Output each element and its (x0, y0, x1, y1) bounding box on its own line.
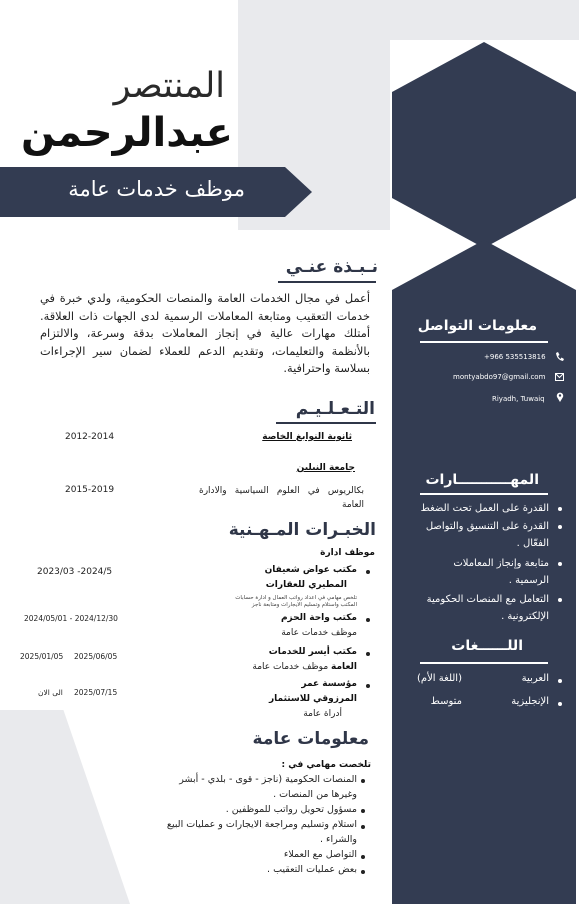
experience-date-4-to: الى الان (38, 688, 63, 697)
experience-note-1b: المكتب واستلام وتسليم الايجارات ومتابعة ناجز (251, 602, 357, 608)
about-underline (278, 281, 376, 283)
education-school-1: ثانوية النوابغ الخاصة (262, 432, 352, 442)
general-item-3: استلام وتسليم ومراجعة الايجارات و عمليات البيع (166, 819, 357, 830)
general-bullet-3 (361, 825, 365, 829)
general-bullet-2 (361, 809, 365, 813)
languages-underline (420, 662, 548, 664)
last-name: عبدالرحمن (20, 110, 233, 156)
general-item-3-cont: والشراء . (320, 834, 357, 845)
experience-subtitle: موظف ادارة (320, 548, 375, 558)
general-item-4: التواصل مع العملاء (283, 849, 357, 860)
experience-date-1: 2023/03 -2024/5 (37, 567, 113, 577)
general-intro: تلخصت مهامي في : (281, 760, 371, 770)
education-degree-2: بكالريوس في العلوم السياسية والادارة العامة (199, 486, 364, 510)
languages-title: اللــــــغات (451, 638, 523, 654)
education-date-2: 2015-2019 (65, 485, 115, 495)
experience-role-3: موظف خدمات عامة (252, 662, 329, 672)
location-pin-icon (556, 392, 564, 402)
hexagon-top (392, 42, 576, 248)
general-item-1-cont: وغيرها من المنصات . (273, 789, 357, 800)
experience-company-1a: مكتب عواض شعيفان (264, 565, 357, 575)
experience-title: الخبـرات المـهـنية (228, 520, 376, 540)
contact-underline (420, 341, 548, 343)
mail-icon (555, 373, 564, 381)
experience-company-1b: المطيري للعقارات (265, 580, 347, 590)
contact-location: Riyadh, Tuwaiq (492, 395, 545, 403)
experience-date-3-from: 2025/01/05 (20, 652, 64, 661)
education-underline (276, 422, 376, 424)
general-bullet-5 (361, 870, 365, 874)
experience-company-4b: المرزوقي للاستثمار (268, 694, 357, 704)
education-school-2: جامعة النيلين (296, 463, 355, 473)
contact-phone: +966 535513816 (484, 353, 546, 361)
experience-role-3-line (252, 662, 357, 672)
skill-bullet-1 (558, 507, 562, 511)
language-name-1: العربية (521, 673, 549, 684)
about-text: أعمل في مجال الخدمات العامة والمنصات الحكومية، ولدي خبرة في خدمات التعقيب ومتابعة المعاملات الرسمية لدى الجهات ذات العلاقة. أمتلك مهارات عالية في إنجاز المعاملات بدقة وسرعة، والالتزام بالأنظمة والتعليمات، وتقديم الدعم للعملاء لضمان سير الإجراءات بسلاسة واحترافية. (40, 291, 370, 375)
general-item-5: بعض عمليات التعقيب . (267, 864, 357, 875)
skill-item-4: التعامل مع المنصات الحكومية الإلكترونية . (426, 594, 549, 622)
language-bullet-2 (558, 702, 562, 706)
education-date-1: 2012-2014 (65, 432, 115, 442)
skill-bullet-2 (558, 525, 562, 529)
language-level-2: متوسط (430, 696, 462, 707)
language-bullet-1 (558, 679, 562, 683)
contact-title: معلومات التواصل (417, 318, 537, 334)
experience-role-4: أدراة عامة (303, 709, 342, 719)
skill-item-3: متابعة وإنجاز المعاملات الرسمية . (453, 558, 549, 586)
language-level-1: (اللغة الأم) (417, 673, 462, 684)
experience-bullet-2 (366, 618, 370, 622)
contact-email: montyabdo97@gmail.com (453, 373, 546, 381)
experience-company-4a: مؤسسة عمر (301, 679, 357, 689)
skill-item-1: القدرة على العمل تحت الضغط (420, 503, 549, 514)
general-item-2: مسؤول تحويل رواتب للموظفين . (225, 804, 357, 815)
experience-company-3b: العامة (331, 662, 357, 672)
general-bullet-1 (361, 779, 365, 783)
job-title: موظف خدمات عامة (68, 177, 245, 201)
skill-bullet-3 (558, 562, 562, 566)
general-title: معلومات عامة (252, 729, 369, 749)
experience-role-2: موظف خدمات عامة (281, 628, 357, 638)
experience-company-3a: مكتب أيسر للخدمات (268, 647, 357, 657)
experience-bullet-4 (366, 684, 370, 688)
experience-date-4-from: 2025/07/15 (74, 688, 118, 697)
first-name: المنتصر (113, 66, 225, 106)
about-title: نـبـذة عنـي (285, 257, 378, 277)
language-name-2: الإنجليزية (511, 696, 549, 707)
experience-note-1a: تلخص مهامي في اعداد رواتب العمال و ادارة حسابات (235, 595, 357, 601)
skill-item-2: القدرة على التنسيق والتواصل الفعّال . (425, 521, 549, 549)
experience-bullet-3 (366, 652, 370, 656)
experience-company-2: مكتب واحة الحزم (280, 613, 357, 623)
experience-date-3-to: 2025/06/05 (74, 652, 118, 661)
phone-icon (555, 352, 564, 361)
skills-title: المهـــــــــــارات (425, 472, 539, 488)
experience-date-2: 2024/05/01 - 2024/12/30 (24, 614, 118, 623)
general-item-1: المنصات الحكومية (ناجز - قوى - بلدي - أبشر (179, 774, 357, 785)
education-title: التـعـلـيـم (295, 399, 375, 419)
general-bullet-4 (361, 855, 365, 859)
experience-bullet-1 (366, 570, 370, 574)
skill-bullet-4 (558, 598, 562, 602)
skills-underline (420, 493, 548, 495)
